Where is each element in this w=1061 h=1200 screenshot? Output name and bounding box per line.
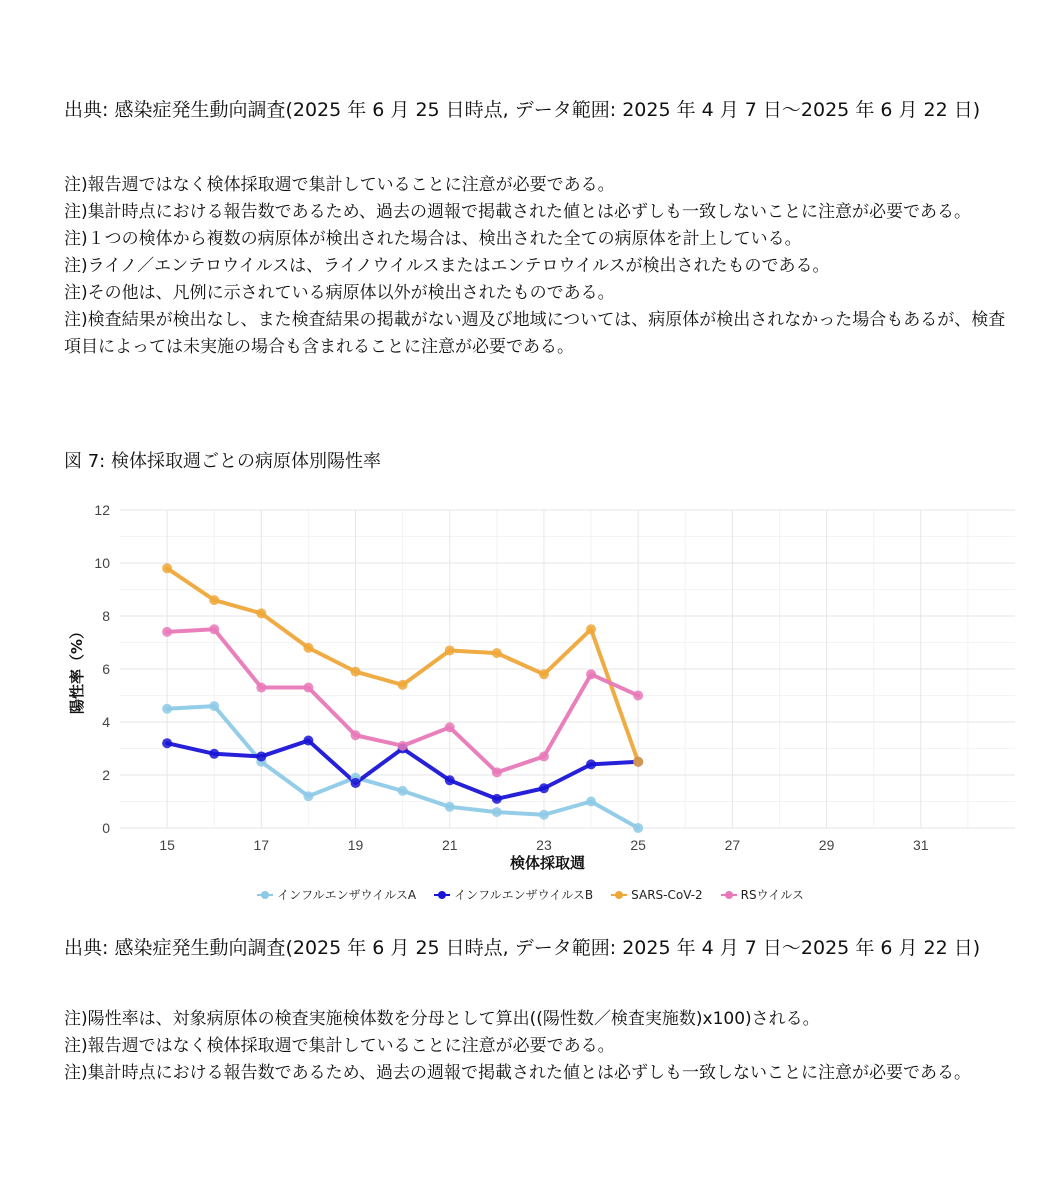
x-tick-label: 19 xyxy=(347,837,364,853)
data-point xyxy=(256,751,266,761)
note-line: 注)陽性率は、対象病原体の検査実施検体数を分母として算出((陽性数／検査実施数)x100)される。 xyxy=(64,1009,820,1029)
data-point xyxy=(586,797,596,807)
y-tick-label: 0 xyxy=(102,820,110,836)
data-point xyxy=(162,627,172,637)
legend-item xyxy=(721,886,804,903)
data-point xyxy=(351,730,361,740)
top-notes xyxy=(64,172,1014,361)
y-tick-label: 4 xyxy=(102,714,110,730)
x-tick-label: 23 xyxy=(536,837,552,853)
data-point xyxy=(209,595,219,605)
legend-item xyxy=(611,886,703,903)
data-point xyxy=(445,775,455,785)
legend-item xyxy=(434,886,593,903)
data-point xyxy=(586,669,596,679)
x-tick-label: 29 xyxy=(818,837,835,853)
note-line: 注)報告週ではなく検体採取週で集計していることに注意が必要である。 xyxy=(64,1036,615,1056)
data-point xyxy=(209,701,219,711)
chart-legend xyxy=(0,886,1061,903)
data-point xyxy=(492,807,502,817)
legend-swatch xyxy=(257,890,273,900)
x-axis-title: 検体採取週 xyxy=(509,854,586,872)
data-point xyxy=(351,667,361,677)
x-tick-label: 31 xyxy=(913,837,929,853)
note-line: 注)ライノ／エンテロウイルスは、ライノウイルスまたはエンテロウイルスが検出されたものである。 xyxy=(64,256,830,276)
data-point xyxy=(398,786,408,796)
y-tick-label: 12 xyxy=(94,502,110,518)
data-point xyxy=(492,648,502,658)
note-line: 注)集計時点における報告数であるため、過去の週報で掲載された値とは必ずしも一致しないことに注意が必要である。 xyxy=(64,1063,971,1083)
data-point xyxy=(398,680,408,690)
data-point xyxy=(209,749,219,759)
x-tick-label: 21 xyxy=(441,837,458,853)
bottom-source: 出典: 感染症発生動向調査(2025 年 6 月 25 日時点, データ範囲: 2025 年 4 月 7 日〜2025 年 6 月 22 日) xyxy=(64,937,981,959)
legend-label: SARS-CoV-2 xyxy=(631,887,703,902)
data-point xyxy=(539,669,549,679)
data-point xyxy=(162,738,172,748)
data-point xyxy=(539,751,549,761)
y-axis-title: 陽性率（%） xyxy=(68,623,86,715)
data-point xyxy=(256,608,266,618)
y-tick-label: 6 xyxy=(102,661,110,677)
note-line: 注)集計時点における報告数であるため、過去の週報で掲載された値とは必ずしも一致しないことに注意が必要である。 xyxy=(64,202,971,222)
x-tick-label: 25 xyxy=(630,837,646,853)
data-point xyxy=(633,691,643,701)
bottom-notes xyxy=(64,1006,1014,1087)
top-source: 出典: 感染症発生動向調査(2025 年 6 月 25 日時点, データ範囲: 2025 年 4 月 7 日〜2025 年 6 月 22 日) xyxy=(64,99,981,121)
x-tick-label: 17 xyxy=(253,837,270,853)
legend-swatch xyxy=(434,890,450,900)
legend-label: インフルエンザウイルスA xyxy=(277,888,417,902)
y-tick-label: 2 xyxy=(102,767,110,783)
data-point xyxy=(256,683,266,693)
data-point xyxy=(539,783,549,793)
legend-item xyxy=(257,886,416,903)
note-line: 注)その他は、凡例に示されている病原体以外が検出されたものである。 xyxy=(64,283,615,303)
y-tick-label: 10 xyxy=(94,555,110,571)
figure-caption: 図 7: 検体採取週ごとの病原体別陽性率 xyxy=(64,451,381,472)
note-line: 注)検査結果が検出なし、また検査結果の掲載がない週及び地域については、病原体が検出されなかった場合もあるが、検査項目によっては未実施の場合も含まれることに注意が必要である。 xyxy=(64,310,1006,357)
y-tick-label: 8 xyxy=(102,608,110,624)
data-point xyxy=(303,683,313,693)
x-tick-label: 15 xyxy=(159,837,175,853)
data-point xyxy=(633,823,643,833)
note-line: 注)報告週ではなく検体採取週で集計していることに注意が必要である。 xyxy=(64,175,615,195)
data-point xyxy=(303,643,313,653)
data-point xyxy=(539,810,549,820)
legend-label: RSウイルス xyxy=(740,888,804,902)
data-point xyxy=(445,645,455,655)
x-tick-label: 27 xyxy=(724,837,741,853)
legend-swatch xyxy=(611,890,627,900)
data-point xyxy=(303,736,313,746)
data-point xyxy=(492,794,502,804)
data-point xyxy=(445,722,455,732)
data-point xyxy=(445,802,455,812)
data-point xyxy=(586,624,596,634)
legend-swatch xyxy=(721,890,737,900)
note-line: 注)１つの検体から複数の病原体が検出された場合は、検出された全ての病原体を計上している。 xyxy=(64,229,802,249)
positivity-rate-chart xyxy=(60,488,1020,878)
data-point xyxy=(492,767,502,777)
data-point xyxy=(586,759,596,769)
data-point xyxy=(209,624,219,634)
data-point xyxy=(351,778,361,788)
data-point xyxy=(162,704,172,714)
data-point xyxy=(303,791,313,801)
data-point xyxy=(633,757,643,767)
legend-label: インフルエンザウイルスB xyxy=(454,888,594,902)
data-point xyxy=(398,741,408,751)
data-point xyxy=(162,563,172,573)
